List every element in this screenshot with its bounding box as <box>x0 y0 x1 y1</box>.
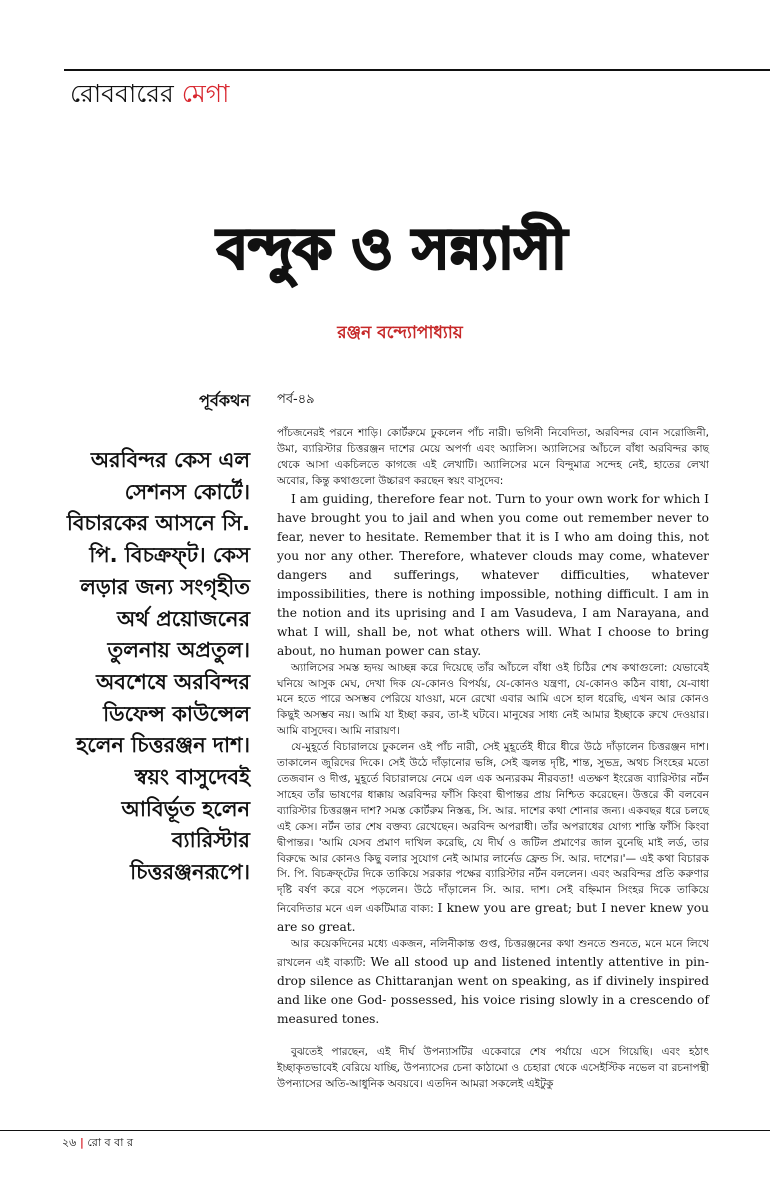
recap-summary: অরবিন্দর কেস এল সেশনস কোর্টে। বিচারকের আসনে সি. পি. বিচক্রফ্‌ট। কেস লড়ার জন্য সংগৃহীত অর্থ প্রয়োজনের তুলনায় অপ্রতুল। অবশেষে অরবিন্দর ডিফেন্স কাউন্সেল হলেন চিত্তরঞ্জন দাশ। স্বয়ং বাসুদেবই আবির্ভূত হলেন ব্যারিস্টার চিত্তরঞ্জনরূপে। <box>66 448 250 885</box>
paragraph-5: বুঝতেই পারছেন, এই দীর্ঘ উপন্যাসটির একেবারে শেষ পর্যায়ে এসে গিয়েছি। এবং হঠাৎ ইচ্ছাকৃতভাবেই বেরিয়ে যাচ্ছি, উপন্যাসের চেনা কাঠামো ও চেহারা থেকে এসেইস্টিক নভেল বা রচনাপন্থী উপন্যাসের অতি-আধুনিক অবয়বে। এতদিন আমরা সকলেই এইটুকু <box>277 1046 709 1090</box>
author-byline: রঞ্জন বন্দ্যোপাধ্যায় <box>337 323 463 343</box>
episode-label: পর্ব-৪৯ <box>277 392 315 407</box>
paragraph-3-english: I knew you are great; but I never knew you are so great. <box>277 901 709 935</box>
page-number: ২৬ <box>62 1136 77 1149</box>
header-rule <box>64 69 770 71</box>
quote-english: I am guiding, therefore fear not. Turn to your own work for which I have brought you to jail and when you come out remember never to fear, never to hesitate. Remember that it is I who am doing this, not you nor any other. Therefore, whatever clouds may come, whatever dangers and sufferings, whatever difficulties, whatever impossibilities, there is nothing impossible, nothing difficult. I am in the notion and its uprising and I am Vasudeva, I am Narayana, and what I will, shall be, not what others will. What I choose to bring about, no human power can stay. <box>277 491 709 658</box>
paragraph-3-bengali: যে-মুহূর্তে বিচারালয়ে ঢুকলেন ওই পাঁচ নারী, সেই মুহূর্তেই ধীরে ধীরে উঠে দাঁড়ালেন চিত্তরঞ্জন দাশ। তাকালেন জুরিদের দিকে। সেই উঠে দাঁড়ানোর ভঙ্গি, সেই জ্বলন্ত দৃষ্টি, শান্ত, সুভদ্র, অথচ সিংহের মতো তেজবান ও দীপ্ত, মুহূর্তে বিচারালয়ে নেমে এল এক অন্যরকম নীরবতা! এতক্ষণ ইংরেজ ব্যারিস্টার নর্টন সাহেব তাঁর ভাষণের ধাক্কায় অরবিন্দর ফাঁসি কিংবা দ্বীপান্তর প্রায় নিশ্চিত করেছেন। উত্তরে কী বলবেন ব্যারিস্টার চিত্তরঞ্জন দাশ? সমস্ত কোর্টরুম নিস্তব্ধ, সি. আর. দাশের কথা শোনার জন্য। একবছর ধরে চলছে এই কেস। নর্টন তার শেষ বক্তব্য রেখেছেন। অরবিন্দ অপরাধী। তাঁর অপরাধের যোগ্য শাস্তি ফাঁসি কিংবা দ্বীপান্তর। 'আমি যেসব প্রমাণ দাখিল করেছি, যে দীর্ঘ ও জটিল প্রমাণের জাল বুনেছি মাই লর্ড, তার বিরুদ্ধে আর কোনও কিছু বলার সুযোগ নেই আমার লার্নেড ফ্রেন্ড সি. আর. দাশের।'— এই কথা বিচারক সি. পি. বিচক্রফ্‌টের দিকে তাকিয়ে সরকার পক্ষের ব্যারিস্টার নর্টন বললেন। এবং অরবিন্দর প্রতি করুণার দৃষ্টি বর্ষণ করে বসে পড়লেন। উঠে দাঁড়ালেন সি. আর. দাশ। সেই বহ্নিমান সিংহর দিকে তাকিয়ে নিবেদিতার মনে এল একটিমাত্র বাক্য: <box>277 741 709 916</box>
folio-separator: | <box>79 1136 84 1149</box>
paragraph-4-english: We all stood up and listened intently attentive in pin-drop silence as Chittaranjan went on speaking, as if divinely inspired and like one God- possessed, his voice rising slowly in a crescendo of measured tones. <box>277 955 709 1027</box>
magazine-name: রো ব বা র <box>87 1136 134 1149</box>
section-header-black: রোববারের <box>70 79 174 108</box>
paragraph-3 <box>277 740 709 937</box>
paragraph-4-bengali: আর কয়েকদিনের মধ্যে একজন, নলিনীকান্ত গুপ্ত, চিত্তরঞ্জনের কথা শুনতে শুনতে, মনে মনে লিখে রাখলেন এই বাক্যটি: <box>277 938 709 970</box>
section-header-red: মেগা <box>181 79 230 108</box>
footer-rule <box>0 1130 770 1131</box>
folio <box>62 1134 133 1153</box>
recap-label: পূর্বকথন <box>199 391 250 410</box>
story-title-text: বন্দুক ও সন্ন্যাসী <box>217 217 567 282</box>
story-title <box>212 190 572 300</box>
paragraph-4 <box>277 937 709 1029</box>
paragraph-1: পাঁচজনেরই পরনে শাড়ি। কোর্টরুমে ঢুকলেন পাঁচ নারী। ভগিনী নিবেদিতা, অরবিন্দর বোন সরোজিনী, উমা, ব্যারিস্টার চিত্তরঞ্জন দাশের মেয়ে অপর্ণা এবং অ্যালিস। অ্যালিসের আঁচলে বাঁধা অরবিন্দর কাছ থেকে আসা একচিলতে কাগজে এই লেখাটি। অ্যালিসের মনে বিন্দুমাত্র সন্দেহ নেই, হাতের লেখা অবোর, কিন্তু কথাগুলো উচ্চারণ করছেন স্বয়ং বাসুদেব: <box>277 427 709 487</box>
article-body <box>277 426 709 1093</box>
section-header <box>70 78 229 110</box>
paragraph-2: অ্যালিসের সমস্ত হৃদয় আচ্ছন্ন করে দিয়েছে তাঁর আঁচলে বাঁধা ওই চিঠির শেষ কথাগুলো: যেভাবেই ঘনিয়ে আসুক মেঘ, দেখা দিক যে-কোনও বিপর্যয়, যে-কোনও যন্ত্রণা, যে-কোনও কঠিন বাধা, যে-বাধা মনে হতে পারে অসম্ভব পেরিয়ে যাওয়া, মনে রেখো এবার আমি এসে হাল ধরেছি, এখন আর কোনও কিছুই অসম্ভব নয়। আমি যা ইচ্ছা করব, তা-ই ঘটবে। মানুষের সাধ্য নেই আমার ইচ্ছাকে রুখে দেওয়ার। আমি বাসুদেব। আমি নারায়ণ। <box>277 661 709 738</box>
